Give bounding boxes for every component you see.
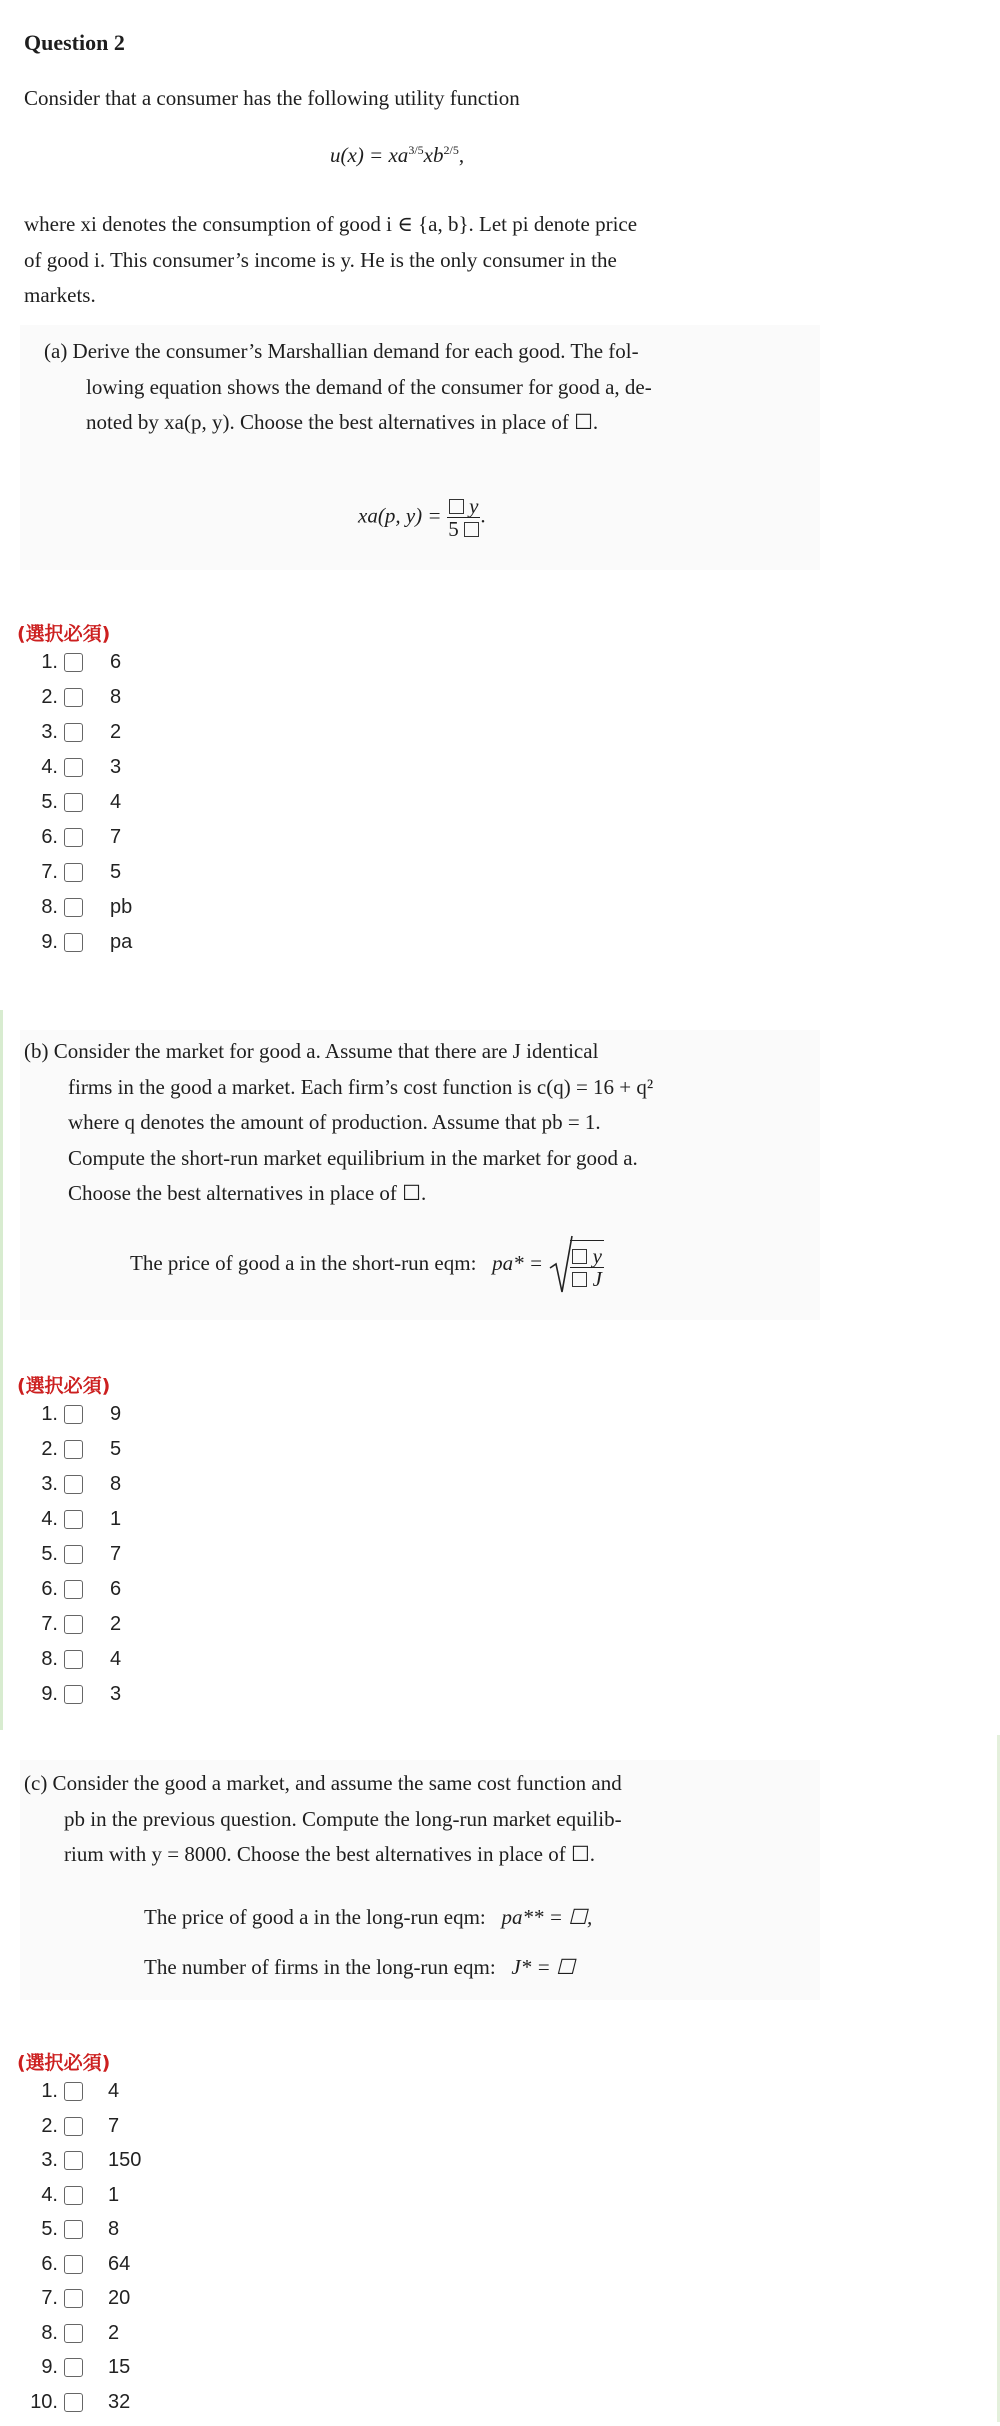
- option-checkbox[interactable]: [64, 1405, 83, 1424]
- option-item[interactable]: [18, 1403, 178, 1438]
- option-number: 2.: [41, 686, 58, 708]
- option-checkbox[interactable]: [64, 2289, 83, 2308]
- option-item[interactable]: [18, 651, 178, 686]
- option-item[interactable]: [18, 1508, 178, 1543]
- option-label: 20: [108, 2287, 131, 2309]
- option-checkbox[interactable]: [64, 1545, 83, 1564]
- option-checkbox[interactable]: [64, 653, 83, 672]
- option-checkbox[interactable]: [64, 1685, 83, 1704]
- context-line-2: of good i. This consumer’s income is y. He is the only consumer in the: [24, 248, 617, 272]
- option-checkbox[interactable]: [64, 1650, 83, 1669]
- option-checkbox[interactable]: [64, 1615, 83, 1634]
- option-label: 8: [110, 686, 122, 708]
- option-number: 3.: [41, 1473, 58, 1495]
- option-number: 9.: [41, 2356, 58, 2378]
- option-item[interactable]: [18, 756, 178, 791]
- option-number: 5.: [41, 1543, 58, 1565]
- option-item[interactable]: [18, 2149, 178, 2184]
- part-c-eq2-label: The number of firms in the long-run eqm:: [144, 1955, 496, 1979]
- option-label: 2: [108, 2321, 120, 2344]
- option-number: 1.: [41, 651, 58, 673]
- option-item[interactable]: [18, 791, 178, 826]
- option-label: 64: [108, 2252, 131, 2275]
- option-number: 6.: [41, 826, 58, 848]
- part-a-eq-num-var: y: [469, 494, 479, 518]
- option-label: 7: [110, 1543, 122, 1565]
- option-checkbox[interactable]: [64, 1475, 83, 1494]
- option-item[interactable]: [18, 2115, 178, 2150]
- part-b-eq-num-var: y: [592, 1244, 602, 1268]
- option-item[interactable]: [18, 1683, 178, 1718]
- option-number: 3.: [41, 721, 58, 743]
- option-checkbox[interactable]: [64, 933, 83, 952]
- option-number: 9.: [41, 931, 58, 953]
- option-label: 7: [110, 826, 122, 848]
- option-checkbox[interactable]: [64, 2393, 83, 2412]
- option-label: 8: [108, 2218, 120, 2240]
- sqrt-wrapper: [548, 1240, 604, 1290]
- option-item[interactable]: [18, 1578, 178, 1613]
- option-number: 8.: [41, 1648, 58, 1670]
- option-label: 2: [110, 721, 122, 743]
- option-checkbox[interactable]: [64, 723, 83, 742]
- part-a-required-label: (選択必須): [17, 623, 111, 645]
- part-c-line-2: pb in the previous question. Compute the long-run market equilib-: [64, 1807, 622, 1831]
- part-c-eq1-label: The price of good a in the long-run eqm:: [144, 1905, 486, 1929]
- option-number: 3.: [41, 2149, 58, 2171]
- option-item[interactable]: [18, 2184, 178, 2219]
- option-label: 2: [110, 1613, 122, 1635]
- option-label: 1: [110, 1508, 122, 1530]
- option-number: 2.: [41, 2114, 58, 2137]
- part-b-line-5: Choose the best alternatives in place of ☐.: [68, 1181, 427, 1205]
- option-item[interactable]: [18, 2253, 178, 2288]
- option-number: 6.: [41, 2252, 58, 2275]
- option-item[interactable]: [18, 2356, 178, 2391]
- option-checkbox[interactable]: [64, 1510, 83, 1529]
- option-item[interactable]: [18, 2218, 178, 2253]
- option-label: 4: [110, 1648, 122, 1670]
- option-label: 9: [110, 1403, 122, 1425]
- option-label: 4: [110, 791, 122, 813]
- option-number: 7.: [41, 1613, 58, 1635]
- part-b-line-3: where q denotes the amount of production. Assume that pb = 1.: [68, 1110, 601, 1134]
- utility-tail: ,: [458, 143, 465, 167]
- part-c-required-label: (選択必須): [17, 2052, 111, 2074]
- left-accent-bar: [0, 1010, 3, 1730]
- option-item[interactable]: [18, 2391, 178, 2426]
- option-label: 8: [110, 1473, 122, 1495]
- option-label: 32: [108, 2390, 131, 2413]
- part-b-required-label: (選択必須): [17, 1375, 111, 1397]
- option-item[interactable]: [18, 1648, 178, 1683]
- option-item[interactable]: [18, 826, 178, 861]
- option-item[interactable]: [18, 931, 178, 966]
- part-c-eq2-rhs: J* = ☐: [511, 1955, 575, 1979]
- option-item[interactable]: [18, 686, 178, 721]
- question-title: Question 2: [24, 30, 125, 55]
- blank-box: [572, 1272, 587, 1287]
- option-checkbox[interactable]: [64, 828, 83, 847]
- utility-lhs: u(x) = xa: [330, 143, 409, 167]
- sqrt-sign-icon: [548, 1234, 574, 1296]
- option-label: 150: [108, 2149, 142, 2171]
- option-item[interactable]: [18, 2322, 178, 2357]
- option-item[interactable]: [18, 721, 178, 756]
- part-a-eq-lhs: xa(p, y) =: [358, 503, 442, 528]
- option-checkbox[interactable]: [64, 2117, 83, 2136]
- part-b-equation: [130, 1240, 604, 1290]
- part-b-eq-fraction: [570, 1245, 604, 1290]
- option-checkbox[interactable]: [64, 2186, 83, 2205]
- blank-box: [464, 522, 479, 537]
- blank-box: [449, 499, 464, 514]
- option-label: 6: [110, 1578, 122, 1600]
- option-checkbox[interactable]: [64, 2358, 83, 2377]
- option-number: 4.: [41, 756, 58, 778]
- option-item[interactable]: [18, 2080, 178, 2115]
- option-number: 2.: [41, 1438, 58, 1460]
- part-b-line-2: firms in the good a market. Each firm’s cost function is c(q) = 16 + q²: [68, 1075, 654, 1099]
- option-label: 3: [110, 1683, 122, 1705]
- blank-box: [572, 1249, 587, 1264]
- part-a-eq-den-num: 5: [448, 517, 459, 541]
- option-item[interactable]: [18, 1438, 178, 1473]
- part-b-eq-lhs: pa* =: [492, 1250, 544, 1275]
- option-label: 5: [110, 1438, 122, 1460]
- utility-exp-b: 2/5: [443, 143, 459, 157]
- option-label: 15: [108, 2356, 131, 2378]
- option-number: 1.: [41, 1403, 58, 1425]
- option-number: 6.: [41, 1578, 58, 1600]
- option-number: 8.: [41, 896, 58, 918]
- part-a-eq-tail: .: [480, 503, 486, 528]
- utility-exp-a: 3/5: [408, 143, 424, 157]
- option-item[interactable]: [18, 1613, 178, 1648]
- option-item[interactable]: [18, 1543, 178, 1578]
- context-line-1: where xi denotes the consumption of good i ∈ {a, b}. Let pi denote price: [24, 212, 638, 236]
- option-checkbox[interactable]: [64, 1440, 83, 1459]
- part-b-line-1: (b) Consider the market for good a. Assume that there are J identical: [24, 1039, 599, 1063]
- utility-mid: xb: [423, 143, 444, 167]
- option-number: 7.: [41, 2287, 58, 2309]
- option-checkbox[interactable]: [64, 2151, 83, 2170]
- option-checkbox[interactable]: [64, 2220, 83, 2239]
- option-number: 5.: [41, 2218, 58, 2240]
- option-label: 3: [110, 756, 122, 778]
- option-number: 10.: [30, 2390, 58, 2413]
- option-label: 4: [108, 2080, 120, 2102]
- part-a-equation: [358, 495, 486, 540]
- option-checkbox[interactable]: [64, 2324, 83, 2343]
- option-number: 7.: [41, 861, 58, 883]
- part-c-equation-2: [144, 1955, 575, 1980]
- option-checkbox[interactable]: [64, 1580, 83, 1599]
- option-checkbox[interactable]: [64, 2082, 83, 2101]
- option-checkbox[interactable]: [64, 898, 83, 917]
- option-checkbox[interactable]: [64, 2255, 83, 2274]
- part-c-line-3: rium with y = 8000. Choose the best alternatives in place of ☐.: [64, 1842, 596, 1866]
- part-b-line-4: Compute the short-run market equilibrium in the market for good a.: [68, 1146, 638, 1170]
- option-item[interactable]: [18, 1473, 178, 1508]
- part-b-eq-label: The price of good a in the short-run eqm:: [130, 1250, 477, 1275]
- option-label: pb: [110, 896, 133, 918]
- option-label: 5: [110, 861, 122, 883]
- option-label: 1: [108, 2183, 120, 2206]
- option-checkbox[interactable]: [64, 758, 83, 777]
- option-item[interactable]: [18, 2287, 178, 2322]
- part-a-line-1: (a) Derive the consumer’s Marshallian demand for each good. The fol-: [44, 339, 639, 363]
- part-a-eq-fraction: [447, 495, 481, 540]
- option-number: 8.: [41, 2321, 58, 2344]
- option-item[interactable]: [18, 896, 178, 931]
- part-c-line-1: (c) Consider the good a market, and assume the same cost function and: [24, 1771, 622, 1795]
- option-checkbox[interactable]: [64, 793, 83, 812]
- option-number: 1.: [41, 2080, 58, 2102]
- utility-equation: [330, 143, 464, 168]
- context-line-3: markets.: [24, 283, 96, 307]
- part-c-equation-1: [144, 1905, 592, 1930]
- part-a-line-2: lowing equation shows the demand of the consumer for good a, de-: [86, 375, 652, 399]
- intro-text: Consider that a consumer has the following utility function: [24, 86, 520, 110]
- option-item[interactable]: [18, 861, 178, 896]
- option-label: pa: [110, 931, 133, 953]
- option-checkbox[interactable]: [64, 863, 83, 882]
- part-b-eq-den-var: J: [592, 1267, 602, 1291]
- option-label: 6: [110, 651, 122, 673]
- option-checkbox[interactable]: [64, 688, 83, 707]
- part-a-line-3: noted by xa(p, y). Choose the best alternatives in place of ☐.: [86, 410, 599, 434]
- option-number: 9.: [41, 1683, 58, 1705]
- option-number: 5.: [41, 791, 58, 813]
- part-c-eq1-rhs: pa** = ☐,: [501, 1905, 593, 1929]
- option-label: 7: [108, 2114, 120, 2137]
- option-number: 4.: [41, 1508, 58, 1530]
- option-number: 4.: [41, 2183, 58, 2206]
